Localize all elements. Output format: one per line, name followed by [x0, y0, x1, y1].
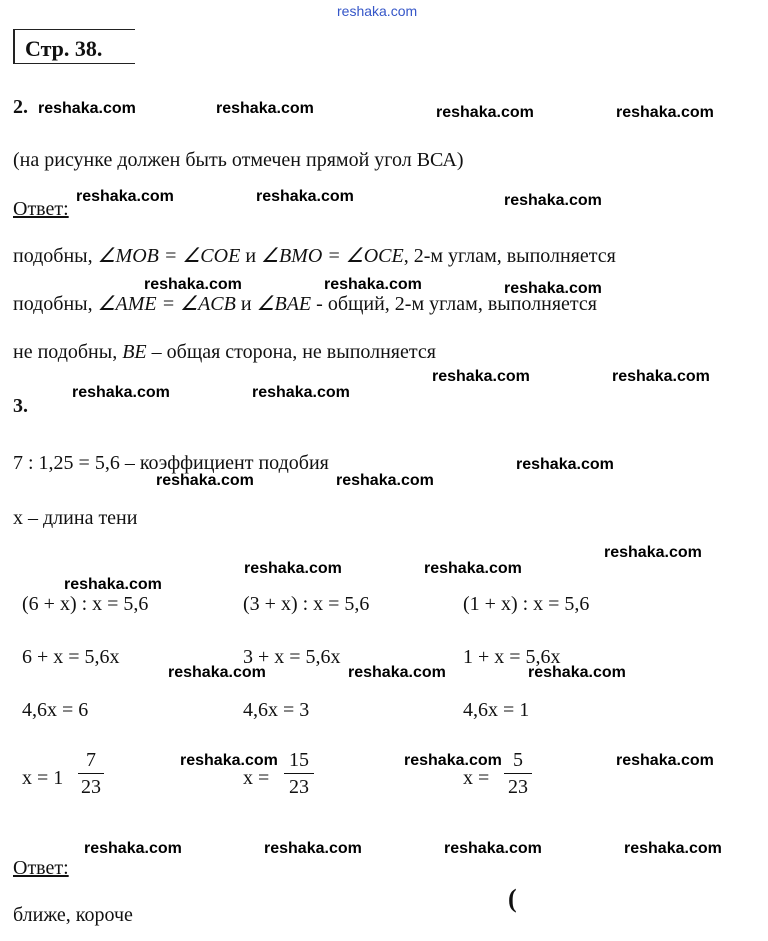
line2-math1: ∠AME = ∠ACB [97, 293, 236, 315]
col1-numerator: 7 [86, 749, 96, 771]
task3-answer-label: Ответ: [13, 857, 69, 879]
task2-line-3 [13, 342, 436, 362]
task3-coefficient: 7 : 1,25 = 5,6 – коэффициент подобия [13, 452, 329, 474]
col2-result-prefix: x = [243, 767, 270, 789]
watermark: reshaka.com [616, 104, 714, 121]
col1-fraction-bar [78, 773, 104, 774]
line1-b: и [240, 245, 262, 267]
watermark: reshaka.com [612, 368, 710, 385]
col3-eq1: (1 + x) : x = 5,6 [463, 593, 590, 615]
line1-math1: ∠MOB = ∠COE [97, 245, 241, 267]
col3-eq2: 1 + x = 5,6x [463, 646, 561, 668]
line1-math2: ∠BMO = ∠OCE [261, 245, 404, 267]
watermark: reshaka.com [336, 472, 434, 489]
watermark: reshaka.com [252, 384, 350, 401]
watermark: reshaka.com [180, 752, 278, 769]
col2-fraction-bar [284, 773, 314, 774]
line2-a: подобны, [13, 293, 98, 315]
watermark: reshaka.com [76, 188, 174, 205]
line3-b: – общая сторона, не выполняется [146, 341, 436, 363]
watermark: reshaka.com [144, 276, 242, 293]
watermark: reshaka.com [168, 664, 266, 681]
watermark: reshaka.com [504, 280, 602, 297]
watermark: reshaka.com [444, 840, 542, 857]
col3-numerator: 5 [513, 749, 523, 771]
col3-fraction [504, 750, 532, 797]
col1-eq1: (6 + x) : x = 5,6 [22, 593, 149, 615]
watermark: reshaka.com [244, 560, 342, 577]
watermark: reshaka.com [216, 100, 314, 117]
watermark: reshaka.com [324, 276, 422, 293]
watermark: reshaka.com [404, 752, 502, 769]
task3-number: 3. [13, 395, 28, 417]
watermark: reshaka.com [624, 840, 722, 857]
col1-eq2: 6 + x = 5,6x [22, 646, 120, 668]
task2-note: (на рисунке должен быть отмечен прямой угол ВСА) [13, 149, 464, 171]
line3-math1: BE [122, 341, 147, 363]
watermark: reshaka.com [436, 104, 534, 121]
col2-numerator: 15 [289, 749, 309, 771]
col1-denominator: 23 [81, 776, 101, 798]
watermark: reshaka.com [256, 188, 354, 205]
watermark: reshaka.com [156, 472, 254, 489]
watermark: reshaka.com [432, 368, 530, 385]
line2-b: и [235, 293, 257, 315]
task2-number: 2. [13, 96, 28, 118]
watermark: reshaka.com [64, 576, 162, 593]
col3-fraction-bar [504, 773, 532, 774]
page-label: Стр. 38. [25, 36, 103, 61]
watermark: reshaka.com [516, 456, 614, 473]
stray-mark: ( [508, 884, 517, 913]
task2-line-1 [13, 246, 616, 266]
task3-answer: ближе, короче [13, 904, 133, 926]
watermark: reshaka.com [616, 752, 714, 769]
watermark: reshaka.com [264, 840, 362, 857]
col3-denominator: 23 [508, 776, 528, 798]
line1-a: подобны, [13, 245, 98, 267]
watermark: reshaka.com [348, 664, 446, 681]
col2-eq3: 4,6x = 3 [243, 699, 310, 721]
watermark: reshaka.com [528, 664, 626, 681]
watermark: reshaka.com [504, 192, 602, 209]
task3-x-definition: x – длина тени [13, 507, 138, 529]
watermark: reshaka.com [604, 544, 702, 561]
watermark-top: reshaka.com [337, 3, 418, 19]
task2-line-2 [13, 294, 597, 314]
col2-fraction [284, 750, 314, 797]
line2-math2: ∠BAE [256, 293, 312, 315]
col2-eq2: 3 + x = 5,6x [243, 646, 341, 668]
col2-denominator: 23 [289, 776, 309, 798]
watermark: reshaka.com [84, 840, 182, 857]
col3-result-prefix: x = [463, 767, 490, 789]
watermark: reshaka.com [424, 560, 522, 577]
col2-eq1: (3 + x) : x = 5,6 [243, 593, 370, 615]
page-label-box [13, 29, 135, 64]
col1-fraction [78, 750, 104, 797]
watermark: reshaka.com [72, 384, 170, 401]
watermark: reshaka.com [38, 100, 136, 117]
col3-eq3: 4,6x = 1 [463, 699, 530, 721]
line1-c: , 2-м углам, выполняется [403, 245, 616, 267]
line3-a: не подобны, [13, 341, 123, 363]
col1-result-prefix: x = 1 [22, 767, 64, 789]
col1-eq3: 4,6x = 6 [22, 699, 89, 721]
task2-answer-label: Ответ: [13, 198, 69, 220]
line2-c: - общий, 2-м углам, выполняется [311, 293, 597, 315]
